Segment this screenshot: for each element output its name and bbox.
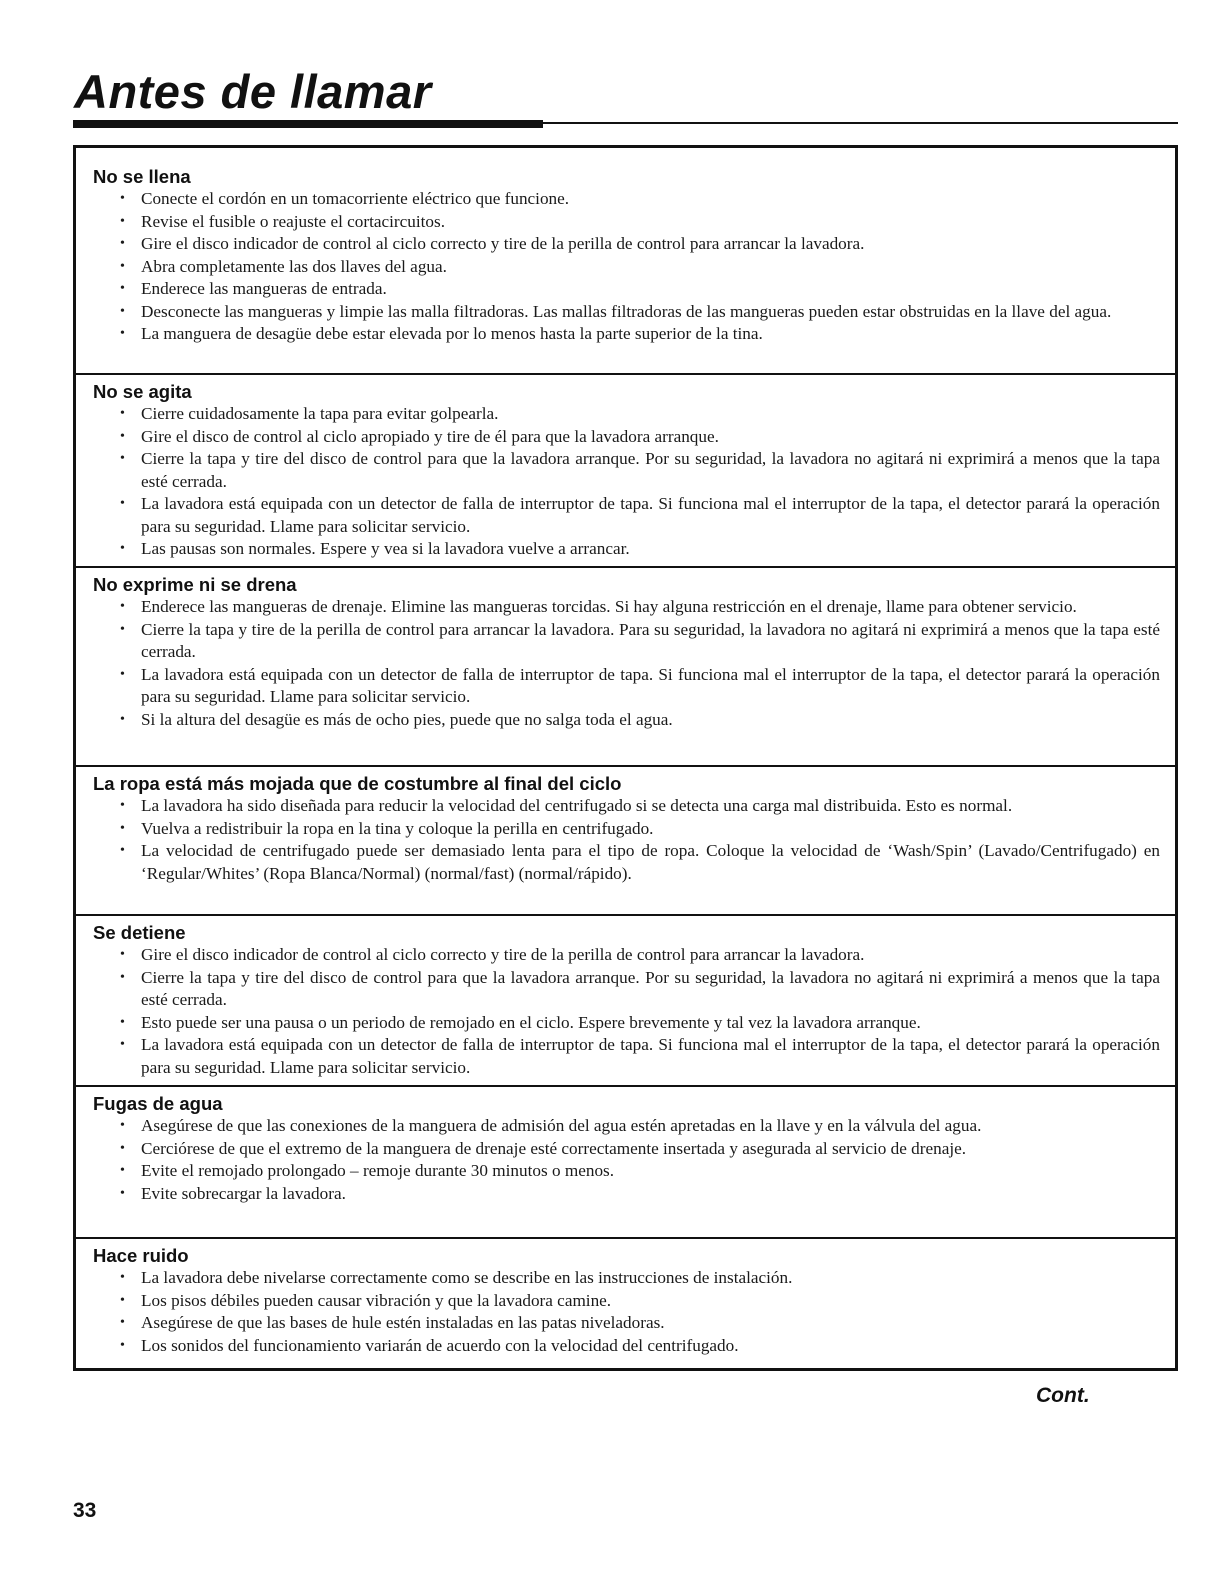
section-hace-ruido xyxy=(76,1237,1175,1357)
section-no-se-llena xyxy=(76,166,1175,346)
list-item: • La lavadora está equipada con un detector de falla de interruptor de tapa. Si funciona mal el interruptor de la tapa, el detector parará la operación para su seguridad. Llame para solicitar servicio. xyxy=(120,664,1160,706)
bullet-icon: • xyxy=(120,1140,125,1156)
list-item: • Cierre la tapa y tire de la perilla de control para arrancar la lavadora. Para su seguridad, la lavadora no agitará ni exprimirá a menos que la tapa esté cerrada. xyxy=(120,619,1160,661)
bullet-icon: • xyxy=(120,326,125,341)
bullet-icon: • xyxy=(120,281,125,296)
list-item: • Cierre cuidadosamente la tapa para evitar golpearla. xyxy=(93,403,1160,426)
bullet-icon: • xyxy=(120,303,125,319)
bullet-icon: • xyxy=(120,1185,125,1201)
bullet-icon: • xyxy=(120,1292,125,1308)
list-item: • Enderece las mangueras de entrada. xyxy=(93,278,1160,301)
bullet-icon: • xyxy=(120,541,125,556)
list-item: • Evite sobrecargar la lavadora. xyxy=(93,1183,1160,1206)
list-item: • Las pausas son normales. Espere y vea si la lavadora vuelve a arrancar. xyxy=(93,538,1160,561)
section-heading: No se agita xyxy=(93,381,192,402)
list-item: • Esto puede ser una pausa o un periodo de remojado en el ciclo. Espere brevemente y tal vez la lavadora arranque. xyxy=(93,1012,1160,1035)
list-item: • Asegúrese de que las conexiones de la manguera de admisión del agua estén apretadas en la llave y en la válvula del agua. xyxy=(93,1115,1160,1138)
continued-label: Cont. xyxy=(1036,1384,1090,1407)
list-item: • La lavadora está equipada con un detector de falla de interruptor de tapa. Si funciona mal el interruptor de la tapa, el detector parará la operación para su seguridad. Llame para solicitar servicio. xyxy=(120,1035,1160,1077)
page-title: Antes de llamar xyxy=(74,65,432,118)
bullet-icon: • xyxy=(120,258,125,274)
bullet-list xyxy=(93,403,1160,561)
list-item: • Gire el disco de control al ciclo apropiado y tire de él para que la lavadora arranque. xyxy=(93,426,1160,449)
list-item: • La lavadora está equipada con un detector de falla de interruptor de tapa. Si funciona mal el interruptor de la tapa, el detector parará la operación para su seguridad. Llame para solicitar servicio. xyxy=(120,494,1160,536)
section-heading: Hace ruido xyxy=(93,1245,189,1266)
section-no-exprime-ni-se-drena xyxy=(76,566,1175,731)
list-item: • Gire el disco indicador de control al ciclo correcto y tire de la perilla de control para arrancar la lavadora. xyxy=(93,233,1160,256)
list-item: • Evite el remojado prolongado – remoje durante 30 minutos o menos. xyxy=(93,1160,1160,1183)
list-item: • Cierre la tapa y tire del disco de control para que la lavadora arranque. Por su seguridad, la lavadora no agitará ni exprimirá a menos que la tapa esté cerrada. xyxy=(120,967,1160,1009)
list-item: • Los sonidos del funcionamiento variarán de acuerdo con la velocidad del centrifugado. xyxy=(93,1335,1160,1358)
title-rule-thin xyxy=(543,122,1178,124)
bullet-icon: • xyxy=(120,236,125,251)
list-item: • Conecte el cordón en un tomacorriente eléctrico que funcione. xyxy=(93,188,1160,211)
list-item: • Abra completamente las dos llaves del agua. xyxy=(93,256,1160,279)
bullet-list xyxy=(93,795,1160,885)
list-item: • La lavadora debe nivelarse correctamente como se describe en las instrucciones de instalación. xyxy=(93,1267,1160,1290)
list-item: • La lavadora ha sido diseñada para reducir la velocidad del centrifugado si se detecta una carga mal distribuida. Esto es normal. xyxy=(93,795,1160,818)
bullet-icon: • xyxy=(120,191,125,206)
section-no-se-agita xyxy=(76,373,1175,561)
section-heading: No exprime ni se drena xyxy=(93,574,297,595)
list-item: • Vuelva a redistribuir la ropa en la tina y coloque la perilla en centrifugado. xyxy=(93,818,1160,841)
bullet-icon: • xyxy=(120,947,125,962)
bullet-icon: • xyxy=(120,599,125,614)
bullet-icon: • xyxy=(120,1118,125,1133)
bullet-icon: • xyxy=(120,1315,125,1330)
list-item: • Asegúrese de que las bases de hule estén instaladas en las patas niveladoras. xyxy=(93,1312,1160,1335)
list-item: • Los pisos débiles pueden causar vibración y que la lavadora camine. xyxy=(93,1290,1160,1313)
bullet-icon: • xyxy=(120,1037,125,1052)
bullet-list xyxy=(93,944,1160,1079)
bullet-icon: • xyxy=(120,1163,125,1178)
bullet-list xyxy=(93,596,1160,731)
bullet-list xyxy=(93,1115,1160,1205)
list-item: • Desconecte las mangueras y limpie las malla filtradoras. Las mallas filtradoras de las mangueras pueden estar obstruidas en la llave del agua. xyxy=(93,301,1160,324)
list-item: • Enderece las mangueras de drenaje. Elimine las mangueras torcidas. Si hay alguna restricción en el drenaje, llame para obtener servicio. xyxy=(93,596,1160,619)
list-item: • La velocidad de centrifugado puede ser demasiado lenta para el tipo de ropa. Coloque la velocidad de ‘Wash/Spin’ (Lavado/Centrifugado) en ‘Regular/Whites’ (Ropa Blanca/Normal) (normal/fast) (normal/rápido). xyxy=(120,841,1160,883)
page-number: 33 xyxy=(73,1499,97,1522)
list-item: • Gire el disco indicador de control al ciclo correcto y tire de la perilla de control para arrancar la lavadora. xyxy=(93,944,1160,967)
section-heading: Fugas de agua xyxy=(93,1093,223,1114)
bullet-icon: • xyxy=(120,843,125,858)
bullet-icon: • xyxy=(120,1337,125,1353)
bullet-icon: • xyxy=(120,406,125,421)
bullet-icon: • xyxy=(120,496,125,511)
bullet-icon: • xyxy=(120,213,125,229)
bullet-icon: • xyxy=(120,428,125,444)
bullet-list xyxy=(93,188,1160,346)
bullet-icon: • xyxy=(120,820,125,836)
section-heading: Se detiene xyxy=(93,922,186,943)
section-heading: No se llena xyxy=(93,166,191,187)
bullet-icon: • xyxy=(120,1014,125,1030)
list-item: • Cerciórese de que el extremo de la manguera de drenaje esté correctamente insertada y asegurada al servicio de drenaje. xyxy=(93,1138,1160,1161)
troubleshooting-box xyxy=(73,145,1178,1371)
bullet-icon: • xyxy=(120,969,125,985)
list-item: • Cierre la tapa y tire del disco de control para que la lavadora arranque. Por su seguridad, la lavadora no agitará ni exprimirá a menos que la tapa esté cerrada. xyxy=(120,449,1160,491)
list-item: • Revise el fusible o reajuste el cortacircuitos. xyxy=(93,211,1160,234)
list-item: • La manguera de desagüe debe estar elevada por lo menos hasta la parte superior de la tina. xyxy=(93,323,1160,346)
section-ropa-mojada xyxy=(76,765,1175,885)
bullet-icon: • xyxy=(120,621,125,637)
bullet-list xyxy=(93,1267,1160,1357)
section-fugas-de-agua xyxy=(76,1085,1175,1205)
section-se-detiene xyxy=(76,914,1175,1079)
bullet-icon: • xyxy=(120,711,125,727)
bullet-icon: • xyxy=(120,451,125,466)
bullet-icon: • xyxy=(120,666,125,682)
list-item: • Si la altura del desagüe es más de ocho pies, puede que no salga toda el agua. xyxy=(93,709,1160,732)
bullet-icon: • xyxy=(120,798,125,813)
title-rule-thick xyxy=(73,120,543,128)
section-heading: La ropa está más mojada que de costumbre al final del ciclo xyxy=(93,773,622,794)
bullet-icon: • xyxy=(120,1270,125,1285)
